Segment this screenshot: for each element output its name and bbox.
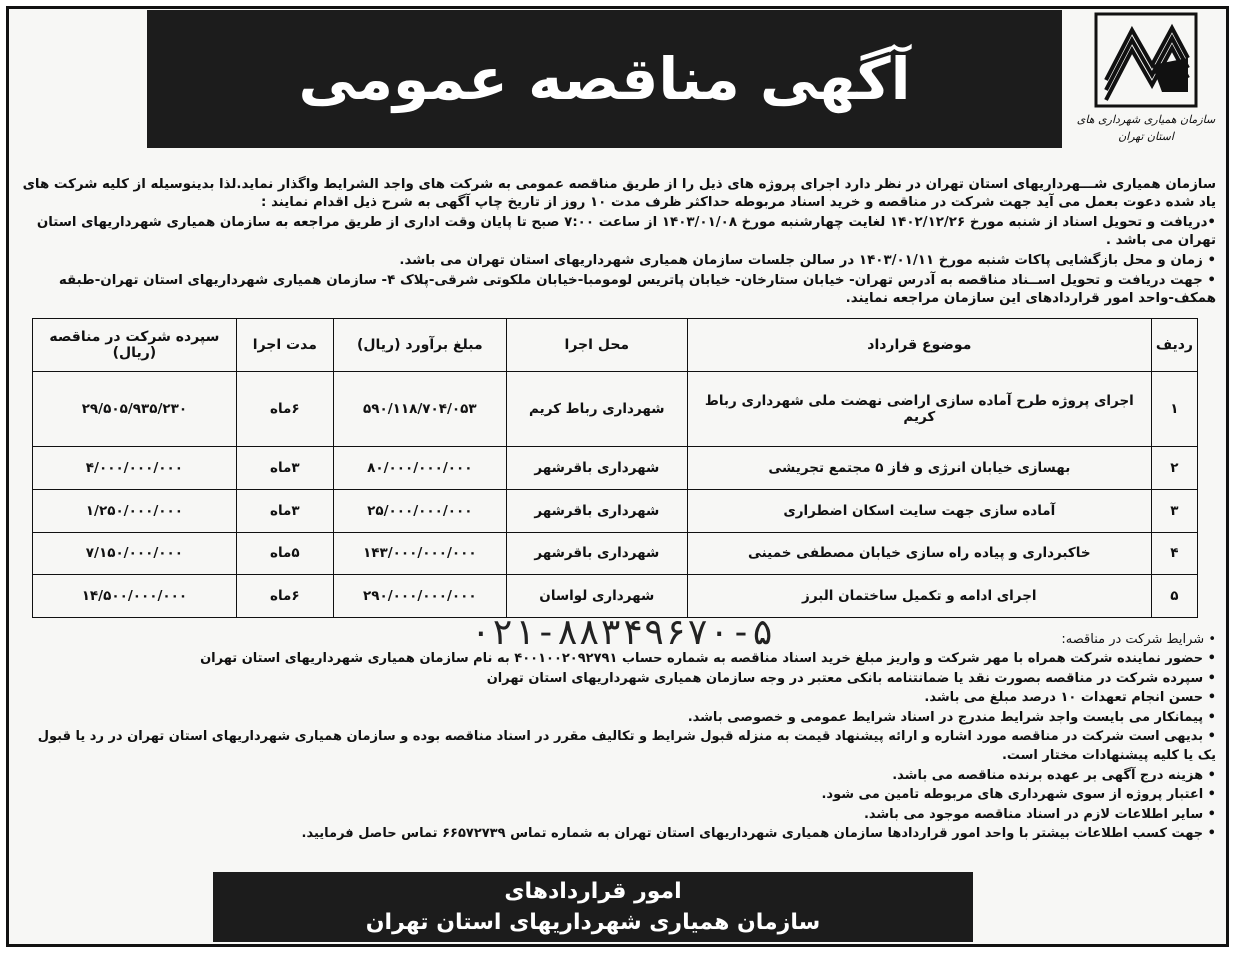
- cell-subject: خاکبرداری و پیاده راه سازی خیابان مصطفی خمینی: [687, 532, 1151, 575]
- organization-logo: [1071, 10, 1221, 160]
- intro-section: [18, 176, 1216, 310]
- conditions-list: [18, 649, 1216, 843]
- table-row: [33, 372, 1198, 447]
- header-estimate: مبلغ برآورد (ریال): [333, 319, 506, 372]
- cell-duration: ۳ماه: [236, 447, 333, 490]
- footer-line1: امور قراردادهای: [504, 879, 682, 904]
- list-item: • سایر اطلاعات لازم در اسناد مناقصه موجود می باشد.: [863, 806, 1216, 822]
- intro-address: • جهت دریافت و تحویل اســناد مناقصه به آدرس تهران- خیابان ستارخان- خیابان پاتریس لومومبا-خیابان ملکوتی شرقی-پلاک ۴- سازمان همیاری شهرداریهای استان تهران-طبقه همکف-واحد امور قراردادهای این سازمان مراجعه نمایند.: [58, 273, 1216, 306]
- page-title: آگهی مناقصه عمومی: [298, 45, 911, 113]
- table-row: [33, 532, 1198, 575]
- cell-estimate: ۲۹۰/۰۰۰/۰۰۰/۰۰۰: [333, 575, 506, 618]
- table-row: [33, 489, 1198, 532]
- header-place: محل اجرا: [506, 319, 687, 372]
- header-num: ردیف: [1151, 319, 1197, 372]
- logo-emblem-icon: [1092, 10, 1200, 110]
- conditions-section: [18, 630, 1216, 843]
- logo-text-line1: سازمان همیاری شهرداری های: [1076, 113, 1216, 126]
- header-duration: مدت اجرا: [236, 319, 333, 372]
- list-item: • حضور نماینده شرکت همراه با مهر شرکت و واریز مبلغ خرید اسناد مناقصه به شماره حساب ۴۰۰۱۰۰۲۰۹۲۷۹۱ به نام سازمان همیاری شهرداریهای استان تهران: [200, 651, 1216, 667]
- cell-num: ۲: [1151, 447, 1197, 490]
- intro-paragraph: سازمان همیاری شـــهرداریهای استان تهران در نظر دارد اجرای پروژه های ذیل را از طریق مناقصه عمومی به شرکت های واجد الشرایط واگذار نماید.لذا بدینوسیله از کلیه شرکت های یاد شده دعوت بعمل می آید جهت شرکت در مناقصه و خرید اسناد مربوطه حداکثر ظرف مدت ۱۰ روز از تاریخ چاپ آگهی به شرح ذیل اقدام نمایند :: [22, 177, 1216, 210]
- cell-estimate: ۸۰/۰۰۰/۰۰۰/۰۰۰: [333, 447, 506, 490]
- cell-deposit: ۷/۱۵۰/۰۰۰/۰۰۰: [33, 532, 237, 575]
- header-deposit: سپرده شرکت در مناقصه (ریال): [33, 319, 237, 372]
- cell-place: شهرداری باقرشهر: [506, 532, 687, 575]
- phone-watermark: ۰۲۱-۸۸۳۴۹۶۷۰-۵: [470, 612, 774, 653]
- intro-documents-delivery: •دریافت و تحویل اسناد از شنبه مورخ ۱۴۰۲/۱۲/۲۶ لغایت چهارشنبه مورخ ۱۴۰۳/۰۱/۰۸ از ساعت ۷:۰۰ صبح تا پایان وقت اداری از طریق مراجعه به سازمان همیاری شهرداریهای استان تهران می باشد .: [36, 215, 1216, 248]
- cell-duration: ۵ماه: [236, 532, 333, 575]
- cell-subject: آماده سازی جهت سایت اسکان اضطراری: [687, 489, 1151, 532]
- list-item: • پیمانکار می بایست واجد شرایط مندرج در اسناد شرایط عمومی و خصوصی باشد.: [687, 709, 1216, 725]
- cell-place: شهرداری لواسان: [506, 575, 687, 618]
- cell-subject: بهسازی خیابان انرژی و فاز ۵ مجتمع تجریشی: [687, 447, 1151, 490]
- intro-opening-envelopes: • زمان و محل بازگشایی پاکات شنبه مورخ ۱۴۰۳/۰۱/۱۱ در سالن جلسات سازمان همیاری شهرداریهای استان تهران می باشد.: [399, 253, 1216, 268]
- cell-duration: ۳ماه: [236, 489, 333, 532]
- cell-subject: اجرای پروژه طرح آماده سازی اراضی نهضت ملی شهرداری رباط کریم: [687, 372, 1151, 447]
- cell-num: ۱: [1151, 372, 1197, 447]
- table-row: [33, 447, 1198, 490]
- cell-estimate: ۵۹۰/۱۱۸/۷۰۴/۰۵۳: [333, 372, 506, 447]
- tender-items-table: [32, 318, 1198, 618]
- list-item: • حسن انجام تعهدات ۱۰ درصد مبلغ می باشد.: [924, 690, 1216, 706]
- cell-num: ۵: [1151, 575, 1197, 618]
- list-item: • اعتبار پروژه از سوی شهرداری های مربوطه تامین می شود.: [821, 787, 1216, 803]
- cell-place: شهرداری رباط کریم: [506, 372, 687, 447]
- title-banner: [147, 10, 1062, 148]
- footer-line2: سازمان همیاری شهرداریهای استان تهران: [365, 910, 821, 935]
- logo-text-line2: استان تهران: [1118, 130, 1174, 143]
- cell-num: ۴: [1151, 532, 1197, 575]
- list-item: • سپرده شرکت در مناقصه بصورت نقد یا ضمانتنامه بانکی معتبر در وجه سازمان همیاری شهرداریهای استان تهران: [486, 670, 1216, 686]
- cell-deposit: ۴/۰۰۰/۰۰۰/۰۰۰: [33, 447, 237, 490]
- list-item: • بدیهی است شرکت در مناقصه مورد اشاره و ارائه پیشنهاد قیمت به منزله قبول شرایط و تکالیف مقرر در اسناد مناقصه بوده و سازمان همیاری شهرداریهای استان تهران در رد یا قبول یک یا کلیه پیشنهادات مختار است.: [37, 729, 1216, 764]
- cell-duration: ۶ماه: [236, 575, 333, 618]
- cell-estimate: ۱۴۳/۰۰۰/۰۰۰/۰۰۰: [333, 532, 506, 575]
- list-item: • جهت کسب اطلاعات بیشتر با واحد امور قراردادها سازمان همیاری شهرداریهای استان تهران به شماره تماس ۶۶۵۷۲۷۳۹ تماس حاصل فرمایید.: [301, 826, 1216, 842]
- cell-subject: اجرای ادامه و تکمیل ساختمان البرز: [687, 575, 1151, 618]
- cell-duration: ۶ماه: [236, 372, 333, 447]
- cell-num: ۳: [1151, 489, 1197, 532]
- footer-banner: [213, 872, 973, 942]
- cell-deposit: ۲۹/۵۰۵/۹۳۵/۲۳۰: [33, 372, 237, 447]
- conditions-heading: • شرایط شرکت در مناقصه:: [1061, 632, 1216, 647]
- cell-place: شهرداری باقرشهر: [506, 447, 687, 490]
- cell-deposit: ۱/۲۵۰/۰۰۰/۰۰۰: [33, 489, 237, 532]
- table-header-row: [33, 319, 1198, 372]
- cell-estimate: ۲۵/۰۰۰/۰۰۰/۰۰۰: [333, 489, 506, 532]
- header-subject: موضوع قرارداد: [687, 319, 1151, 372]
- cell-deposit: ۱۴/۵۰۰/۰۰۰/۰۰۰: [33, 575, 237, 618]
- cell-place: شهرداری باقرشهر: [506, 489, 687, 532]
- list-item: • هزینه درج آگهی بر عهده برنده مناقصه می باشد.: [892, 767, 1216, 783]
